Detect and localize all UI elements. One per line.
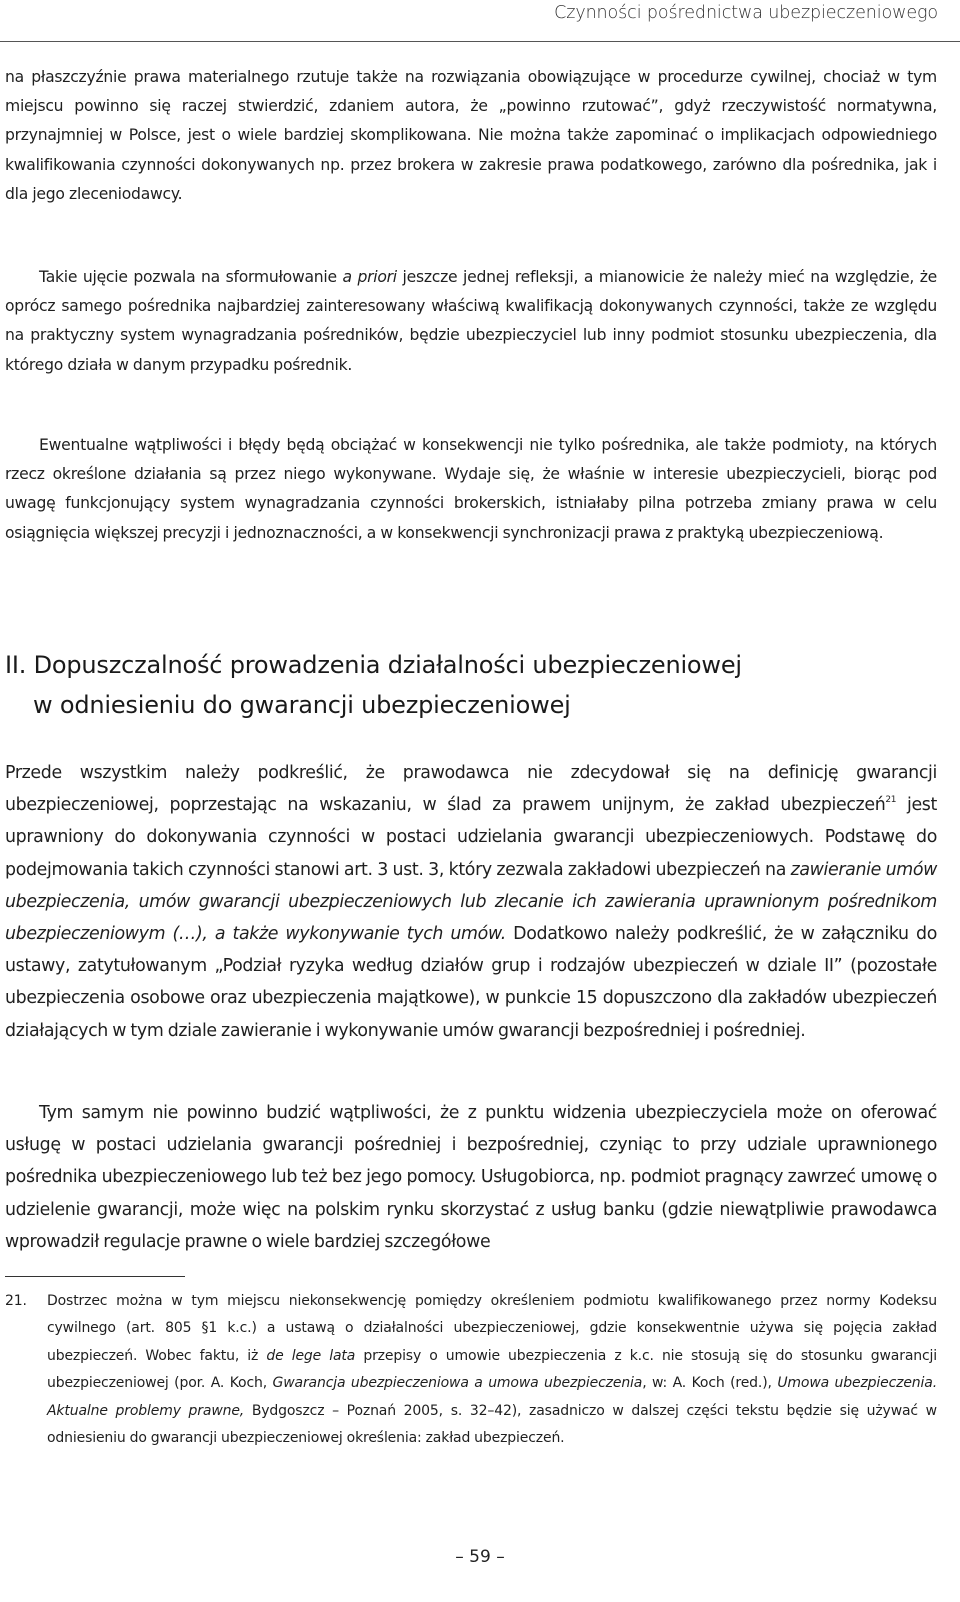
footnote-reference-21[interactable]: 21: [885, 795, 897, 806]
paragraph-3: Ewentualne wątpliwości i błędy będą obciążać w konsekwencji nie tylko pośrednika, ale także podmioty, na których rzecz określone działania są przez niego wykonywane. Wydaje się, że właśnie w interesie ubezpieczycieli, biorąc pod uwagę funkcjonujący system wynagradzania czynności brokerskich, istniałaby pilna potrzeba zmiany prawa w celu osiągnięcia większej precyzji i jednoznaczności, a w konsekwencji synchronizacji prawa z praktyką ubezpieczeniową.: [5, 436, 937, 542]
footnote-number: 21.: [5, 1293, 27, 1309]
paragraph-4-italic-quote: zawieranie umów ubezpieczenia, umów gwarancji ubezpieczeniowych lub zlecanie ich zawierania uprawnionym pośrednikom ubezpieczeniowym (…), a także wykonywanie tych umów.: [5, 859, 937, 945]
paragraph-2-text-a: Takie ujęcie pozwala na sformułowanie: [39, 268, 343, 286]
paragraph-4-text-a: Przede wszystkim należy podkreślić, że prawodawca nie zdecydował się na definicję gwarancji ubezpieczeniowej, poprzestając na wskazaniu, w ślad za prawem unijnym, że zakład ubezpieczeń: [5, 763, 937, 816]
footnote-text-1: Dostrzec można w tym miejscu niekonsekwencję pomiędzy określeniem podmiotu kwalifikowanego przez normy Kodeksu cywilnego (art. 805 §1 k.c.) a ustawą o działalności ubezpieczeniowej, gdzie konsekwentnie używa się pojęcia zakład ubezpieczeń. Wobec faktu, iż: [47, 1293, 937, 1364]
footnote-text-4: Bydgoszcz – Poznań 2005, s. 32–42), zasadniczo w dalszej części tekstu będzie się używać w odniesieniu do gwarancji ubezpieczeniowej określenia: zakład ubezpieczeń.: [47, 1402, 937, 1447]
section-heading-line-1: II. Dopuszczalność prowadzenia działalności ubezpieczeniowej: [5, 651, 742, 679]
paragraph-4-text-b: jest uprawniony do dokonywania czynności w postaci udzielania gwarancji ubezpieczeniowych. Podstawę do podejmowania takich czynności stanowi art. 3 ust. 3, który zezwala zakładowi ubezpieczeń na: [5, 795, 937, 880]
footnote-italic-1: de lege lata: [266, 1347, 356, 1364]
running-header-title: Czynności pośrednictwa ubezpieczeniowego: [554, 3, 938, 23]
footnote-21: [5, 1288, 937, 1452]
paragraph-2: [5, 263, 937, 380]
paragraph-5: Tym samym nie powinno budzić wątpliwości, że z punktu widzenia ubezpieczyciela może on oferować usługę w postaci udzielania gwarancji pośredniej i bezpośredniej, czyniąc to przy udziale uprawnionego pośrednika ubezpieczeniowego lub też bez jego pomocy. Usługobiorca, np. podmiot pragnący zawrzeć umowę o udzielenie gwarancji, może więc na polskim rynku skorzystać z usług banku (gdzie niewątpliwie prawodawca wprowadził regulacje prawne o wiele bardziej szczegółowe: [5, 1103, 937, 1252]
paragraph-2-italic: a priori: [342, 268, 397, 286]
footnote-italic-3: Umowa ubezpieczenia. Aktualne problemy prawne,: [47, 1375, 937, 1419]
footnote-text-3: , w: A. Koch (red.),: [642, 1375, 778, 1392]
footnote-italic-2: Gwarancja ubezpieczeniowa a umowa ubezpieczenia: [272, 1375, 643, 1392]
paragraph-1: na płaszczyźnie prawa materialnego rzutuje także na rozwiązania obowiązujące w procedurze cywilnej, chociaż w tym miejscu powinno się raczej stwierdzić, zdaniem autora, że „powinno rzutować”, gdyż rzeczywistość normatywna, przynajmniej w Polsce, jest o wiele bardziej skomplikowana. Nie można także zapominać o implikacjach odpowiedniego kwalifikowania czynności dokonywanych np. przez brokera w zakresie prawa podatkowego, zarówno dla pośrednika, jak i dla jego zleceniodawcy.: [5, 68, 937, 203]
header-rule: [0, 41, 960, 42]
paragraph-2-text-b: jeszcze jednej refleksji, a mianowicie że należy mieć na względzie, że oprócz samego pośrednika najbardziej zainteresowany właściwą kwalifikacją dokonywanych czynności, także ze względu na praktyczny system wynagradzania pośredników, będzie ubezpieczyciel lub inny podmiot stosunku ubezpieczenia, dla którego działa w danym przypadku pośrednik.: [5, 268, 937, 374]
footnote-text-2: przepisy o umowie ubezpieczenia z k.c. nie stosują się do stosunku gwarancji ubezpieczeniowej (por. A. Koch,: [47, 1347, 937, 1392]
paragraph-4: [5, 757, 937, 1047]
section-heading: [5, 645, 905, 725]
paragraph-4-text-c: Dodatkowo należy podkreślić, że w załączniku do ustawy, zatytułowanym „Podział ryzyka według działów grup i rodzajów ubezpieczeń w dziale II” (pozostałe ubezpieczenia osobowe oraz ubezpieczenia majątkowe), w punkcie 15 dopuszczono dla zakładów ubezpieczeń działających w tym dziale zawieranie i wykonywanie umów gwarancji bezpośredniej i pośredniej.: [5, 924, 938, 1041]
footnote-rule: [5, 1276, 185, 1277]
footnote-text: [47, 1288, 937, 1452]
section-heading-line-2: w odniesieniu do gwarancji ubezpieczeniowej: [33, 691, 571, 719]
page-number: – 59 –: [455, 1547, 505, 1567]
